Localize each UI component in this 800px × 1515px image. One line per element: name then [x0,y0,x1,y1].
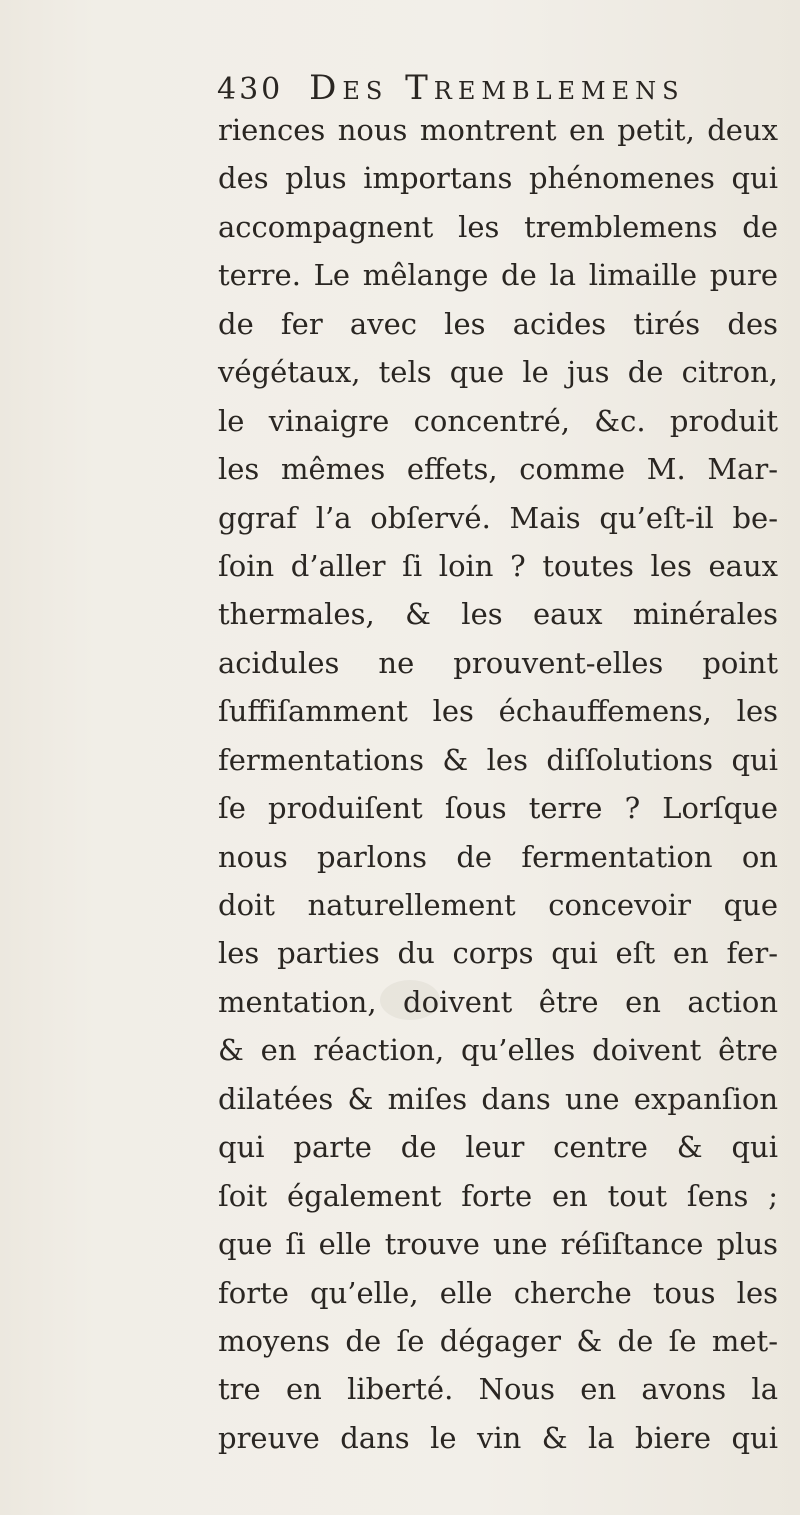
text-line: dilatées & miſes dans une expanſion [218,1081,778,1116]
text-line: ſuffiſamment les échauffemens, les [218,694,778,729]
text-line: ſoin d’aller ſi loin ? toutes les eaux [218,548,778,583]
page-number: 430 [217,72,284,107]
text-line: le vinaigre concentré, &c. produit [218,403,778,438]
text-line: végétaux, tels que le jus de citron, [218,355,778,390]
text-line: mentation, doivent être en action [218,984,778,1019]
text-line: des plus importans phénomenes qui [218,161,778,196]
body-text [218,106,778,1462]
text-line: doit naturellement concevoir que [218,888,778,922]
text-line: ſe produiſent ſous terre ? Lorſque [218,791,778,826]
text-line: nous parlons de fermentation on [218,839,778,874]
text-line: les mêmes effets, comme M. Mar- [218,452,778,487]
page-header [217,66,792,110]
text-line: fermentations & les diſſolutions qui [218,742,778,777]
text-line: ggraf l’a obſervé. Mais qu’eſt-il be- [218,500,778,535]
text-line: de fer avec les acides tirés des [218,306,778,341]
running-title: Des Tremblemens [309,68,685,108]
text-line: que ſi elle trouve une réſiſtance plus [218,1227,778,1262]
text-line: terre. Le mêlange de la limaille pure [218,258,778,293]
text-line: preuve dans le vin & la biere qui [218,1420,778,1455]
text-line: qui parte de leur centre & qui [218,1130,778,1165]
text-line: acidules ne prouvent-elles point [218,645,778,680]
text-line: accompagnent les tremblemens de [218,209,778,244]
text-line: forte qu’elle, elle cherche tous les [218,1275,778,1310]
text-line: moyens de ſe dégager & de ſe met- [218,1323,778,1358]
text-line: & en réaction, qu’elles doivent être [218,1033,778,1068]
text-line: ſoit également forte en tout ſens ; [218,1178,778,1213]
text-line: riences nous montrent en petit, deux [218,113,778,147]
text-line: les parties du corps qui eſt en fer- [218,936,778,971]
text-line: thermales, & les eaux minérales [218,597,778,632]
text-line: tre en liberté. Nous en avons la [218,1372,778,1407]
